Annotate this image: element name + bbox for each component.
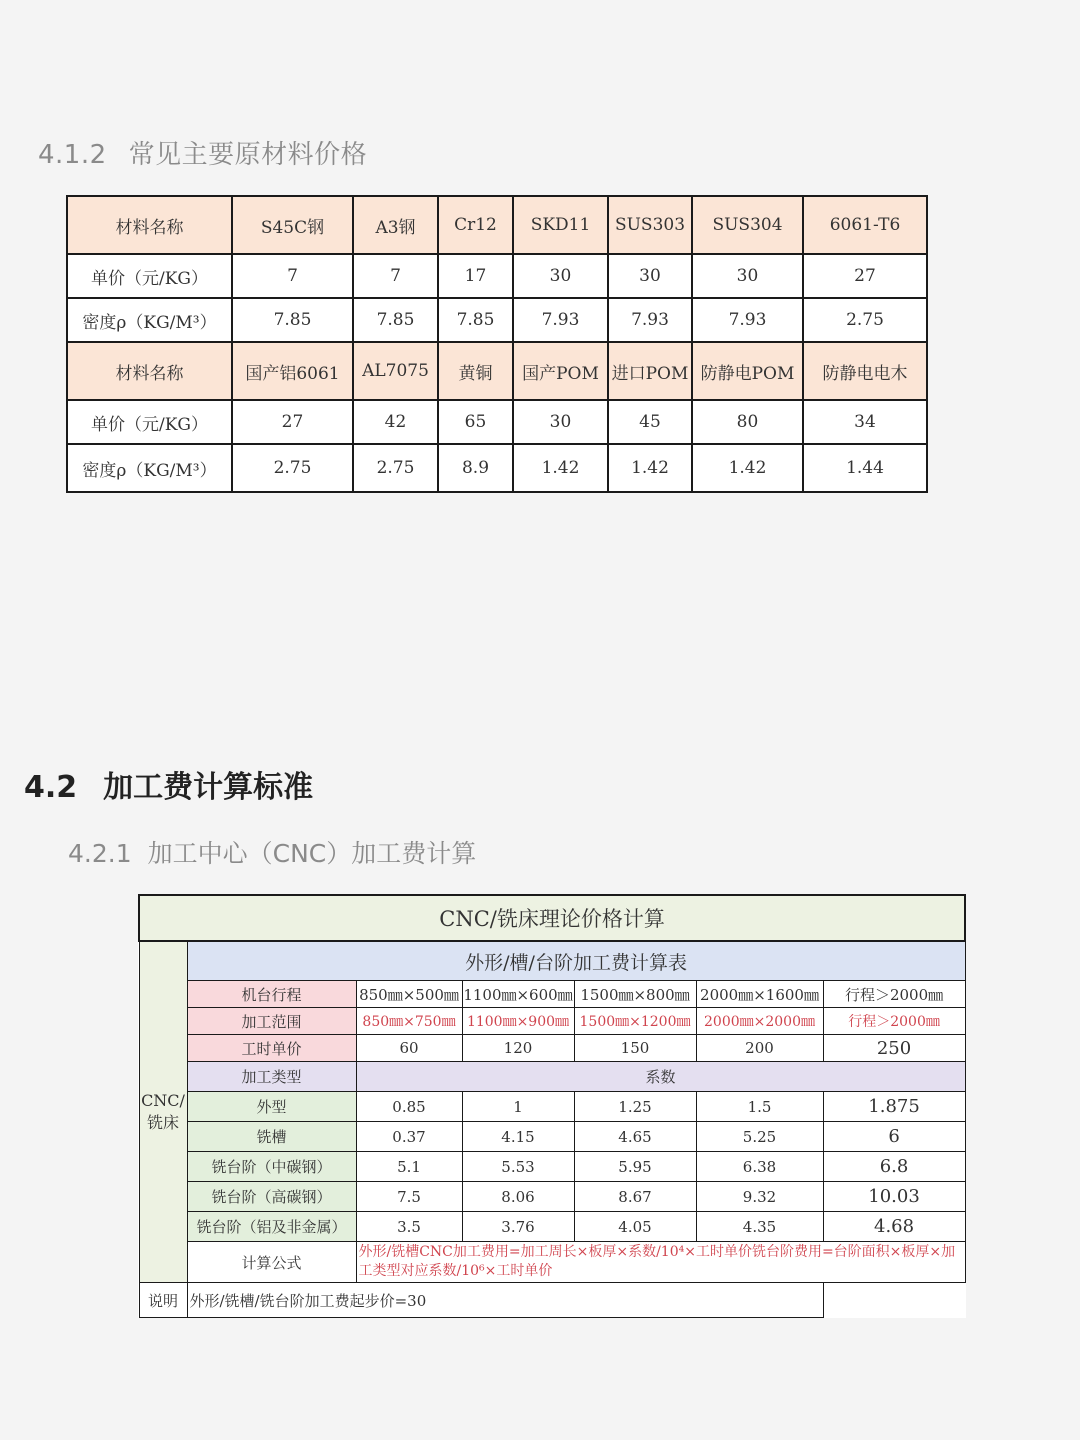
table-cell: 防静电电木 [803,342,927,400]
table-cell: 8.9 [438,444,513,492]
section-heading-4-2-1 [68,834,476,870]
table-cell: 7.85 [232,298,353,342]
row-label-cell: 铣台阶（铝及非金属） [187,1212,356,1242]
cnc-table-title: CNC/铣床理论价格计算 [139,895,965,941]
row-label-cell: 加工类型 [187,1062,356,1092]
table-cell: SKD11 [513,196,608,254]
value-cell: 3.76 [462,1212,574,1242]
row-label-cell: 单价（元/KG） [67,400,232,444]
table-cell: Cr12 [438,196,513,254]
value-cell: 4.15 [462,1122,574,1152]
value-cell: 1500㎜×800㎜ [574,981,696,1008]
value-cell: 1.25 [574,1092,696,1122]
table-cell: 27 [232,400,353,444]
value-cell: 8.67 [574,1182,696,1212]
value-cell: 5.95 [574,1152,696,1182]
table-cell: 1.42 [513,444,608,492]
formula-text: 外形/铣槽CNC加工费用=加工周长×板厚×系数/10⁴×工时单价铣台阶费用=台阶面积×板厚×加工类型对应系数/10⁶×工时单价 [356,1242,965,1283]
hourly-rate-row [139,1035,965,1062]
materials-row [67,254,927,298]
value-cell: 4.68 [823,1212,965,1242]
machine-stroke-row [139,981,965,1008]
materials-row [67,342,927,400]
table-cell: S45C钢 [232,196,353,254]
value-cell: 行程＞2000㎜ [823,981,965,1008]
table-cell: 80 [692,400,803,444]
row-label-cell: 加工范围 [187,1008,356,1035]
value-cell: 1.875 [823,1092,965,1122]
row-label-cell: 铣槽 [187,1122,356,1152]
table-cell: 6061-T6 [803,196,927,254]
table-cell: 1.44 [803,444,927,492]
value-cell: 60 [356,1035,462,1062]
table-cell: 国产铝6061 [232,342,353,400]
note-row [139,1283,965,1318]
value-cell: 1 [462,1092,574,1122]
table-cell: 7.85 [438,298,513,342]
value-cell: 1.5 [696,1092,823,1122]
table-cell: AL7075 [353,342,438,400]
process-type-row [139,1122,965,1152]
value-cell: 7.5 [356,1182,462,1212]
materials-row [67,298,927,342]
value-cell: 5.1 [356,1152,462,1182]
value-cell: 850㎜×500㎜ [356,981,462,1008]
section-number: 4.2 [24,770,78,805]
cnc-side-label: CNC/ 铣床 [139,941,187,1283]
table-cell: 7 [353,254,438,298]
value-cell: 120 [462,1035,574,1062]
section-number: 4.2.1 [68,839,132,868]
note-text: 外形/铣槽/铣台阶加工费起步价=30 [187,1283,823,1318]
value-cell: 3.5 [356,1212,462,1242]
table-cell: 30 [513,254,608,298]
table-cell: 2.75 [353,444,438,492]
table-cell: 34 [803,400,927,444]
value-cell: 9.32 [696,1182,823,1212]
value-cell: 4.05 [574,1212,696,1242]
value-cell: 250 [823,1035,965,1062]
materials-price-table [66,195,928,493]
value-cell: 850㎜×750㎜ [356,1008,462,1035]
table-cell: 30 [692,254,803,298]
table-cell: 国产POM [513,342,608,400]
value-cell: 6 [823,1122,965,1152]
table-cell: 30 [608,254,692,298]
table-cell: 防静电POM [692,342,803,400]
value-cell: 8.06 [462,1182,574,1212]
row-label-cell: 密度ρ（KG/M³） [67,444,232,492]
table-cell: 30 [513,400,608,444]
value-cell: 0.37 [356,1122,462,1152]
row-label-cell: 铣台阶（中碳钢） [187,1152,356,1182]
table-cell: 黄铜 [438,342,513,400]
row-label-cell: 说明 [139,1283,187,1318]
row-label-cell: 密度ρ（KG/M³） [67,298,232,342]
materials-row [67,444,927,492]
table-cell: 1.42 [608,444,692,492]
table-cell: 7.85 [353,298,438,342]
process-type-row [139,1212,965,1242]
section-title: 加工中心（CNC）加工费计算 [147,839,477,868]
table-cell: 7.93 [513,298,608,342]
section-title: 常见主要原材料价格 [128,140,368,170]
value-cell: 10.03 [823,1182,965,1212]
value-cell: 1100㎜×600㎜ [462,981,574,1008]
value-cell: 4.35 [696,1212,823,1242]
row-label-cell: 机台行程 [187,981,356,1008]
materials-row [67,196,927,254]
row-label-cell: 计算公式 [187,1242,356,1283]
table-cell: 1.42 [692,444,803,492]
table-cell: 65 [438,400,513,444]
value-cell: 150 [574,1035,696,1062]
cnc-price-table [138,894,966,1318]
value-cell: 1100㎜×900㎜ [462,1008,574,1035]
cnc-table-subtitle: 外形/槽/台阶加工费计算表 [187,941,965,981]
value-cell: 2000㎜×1600㎜ [696,981,823,1008]
value-cell: 6.38 [696,1152,823,1182]
process-type-row [139,1092,965,1122]
materials-row [67,400,927,444]
formula-row [139,1242,965,1283]
table-cell: A3钢 [353,196,438,254]
process-type-row [139,1182,965,1212]
value-cell: 4.65 [574,1122,696,1152]
table-cell: 17 [438,254,513,298]
value-cell: 5.25 [696,1122,823,1152]
table-cell: 7.93 [608,298,692,342]
section-heading-4-1-2 [38,134,367,171]
row-label-cell: 单价（元/KG） [67,254,232,298]
value-cell: 0.85 [356,1092,462,1122]
table-cell: 27 [803,254,927,298]
coefficient-header: 系数 [356,1062,965,1092]
value-cell: 200 [696,1035,823,1062]
table-cell: SUS303 [608,196,692,254]
process-type-header-row [139,1062,965,1092]
table-cell: 42 [353,400,438,444]
row-label-cell: 材料名称 [67,342,232,400]
table-cell: 进口POM [608,342,692,400]
table-cell: 2.75 [232,444,353,492]
value-cell: 行程＞2000㎜ [823,1008,965,1035]
value-cell: 1500㎜×1200㎜ [574,1008,696,1035]
table-cell: SUS304 [692,196,803,254]
table-cell: 2.75 [803,298,927,342]
row-label-cell: 铣台阶（高碳钢） [187,1182,356,1212]
value-cell: 5.53 [462,1152,574,1182]
section-title: 加工费计算标准 [103,770,314,805]
process-type-row [139,1152,965,1182]
row-label-cell: 外型 [187,1092,356,1122]
value-cell: 6.8 [823,1152,965,1182]
value-cell: 2000㎜×2000㎜ [696,1008,823,1035]
table-cell: 7.93 [692,298,803,342]
row-label-cell: 工时单价 [187,1035,356,1062]
section-heading-4-2 [24,762,313,806]
table-cell: 7 [232,254,353,298]
machining-range-row [139,1008,965,1035]
section-number: 4.1.2 [38,140,107,170]
table-cell: 45 [608,400,692,444]
row-label-cell: 材料名称 [67,196,232,254]
